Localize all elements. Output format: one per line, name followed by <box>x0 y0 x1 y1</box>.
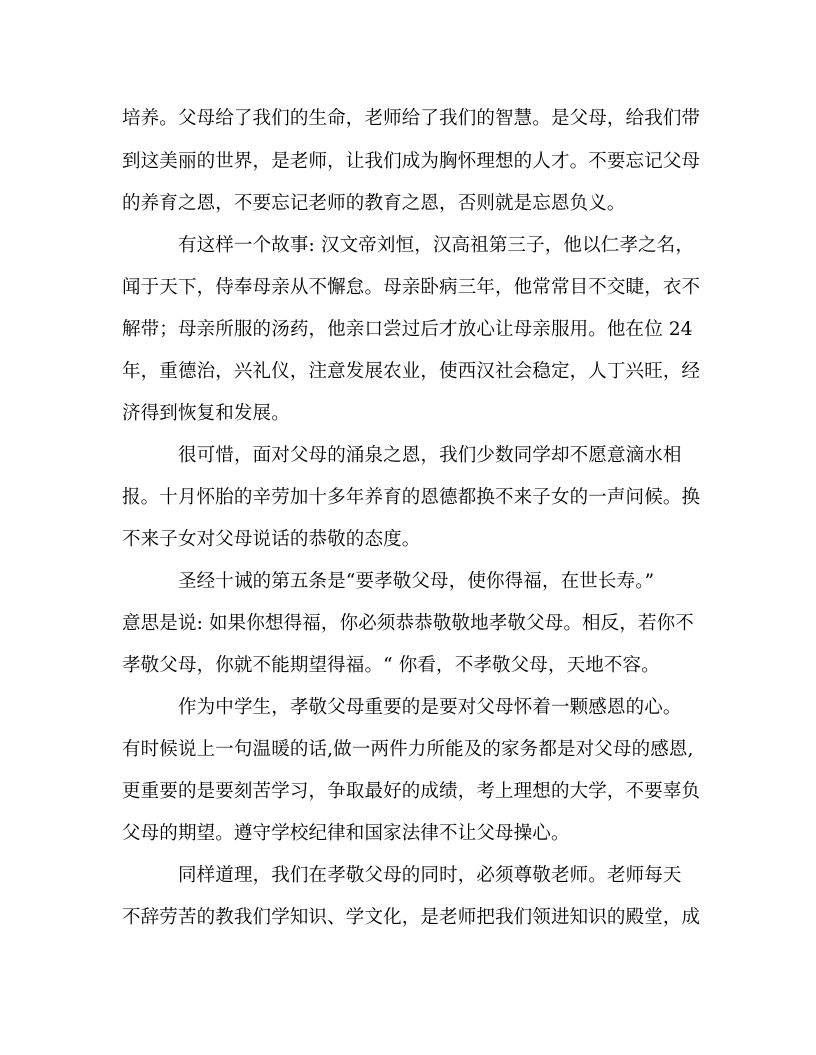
text-line: 更重要的是要刻苦学习，争取最好的成绩，考上理想的大学，不要辜负 <box>122 781 701 802</box>
text-line: 的养育之恩，不要忘记老师的教育之恩，否则就是忘恩负义。 <box>122 193 626 214</box>
text-line: 不来子女对父母说话的恭敬的态度。 <box>122 529 421 550</box>
text-line: 报。十月怀胎的辛劳加十多年养育的恩德都换不来子女的一声问候。换 <box>122 487 701 508</box>
paragraph-first-line: 作为中学生，孝敬父母重要的是要对父母怀着一颗感恩的心。 <box>178 697 682 718</box>
text-line: 父母的期望。遵守学校纪律和国家法律不让父母操心。 <box>122 823 570 844</box>
text-line: 解带；母亲所服的汤药，他亲口尝过后才放心让母亲服用。他在位 24 <box>122 319 693 340</box>
text-line: 到这美丽的世界，是老师，让我们成为胸怀理想的人才。不要忘记父母 <box>122 151 701 172</box>
paragraph-first-line: 同样道理，我们在孝敬父母的同时，必须尊敬老师。老师每天 <box>178 865 682 886</box>
paragraph-first-line: 圣经十诫的第五条是“要孝敬父母，使你得福，在世长寿。” <box>178 571 655 592</box>
text-line: 意思是说: 如果你想得福，你必须恭恭敬敬地孝敬父母。相反，若你不 <box>122 613 694 634</box>
text-line: 有时候说上一句温暖的话,做一两件力所能及的家务都是对父母的感恩, <box>122 739 694 760</box>
text-line: 济得到恢复和发展。 <box>122 403 290 424</box>
text-line: 不辞劳苦的教我们学知识、学文化，是老师把我们领进知识的殿堂，成 <box>122 907 701 928</box>
text-line: 年，重德治，兴礼仪，注意发展农业，使西汉社会稳定，人丁兴旺，经 <box>122 361 701 382</box>
paragraph-first-line: 很可惜，面对父母的涌泉之恩，我们少数同学却不愿意滴水相 <box>178 445 682 466</box>
text-line: 培养。父母给了我们的生命，老师给了我们的智慧。是父母，给我们带 <box>122 108 701 129</box>
paragraph-first-line: 有这样一个故事: 汉文帝刘恒，汉高祖第三子，他以仁孝之名， <box>178 235 694 256</box>
text-line: 闻于天下，侍奉母亲从不懈怠。母亲卧病三年，他常常目不交睫，衣不 <box>122 277 701 298</box>
text-line: 孝敬父母，你就不能期望得福。“ 你看，不孝敬父母，天地不容。 <box>122 655 660 676</box>
